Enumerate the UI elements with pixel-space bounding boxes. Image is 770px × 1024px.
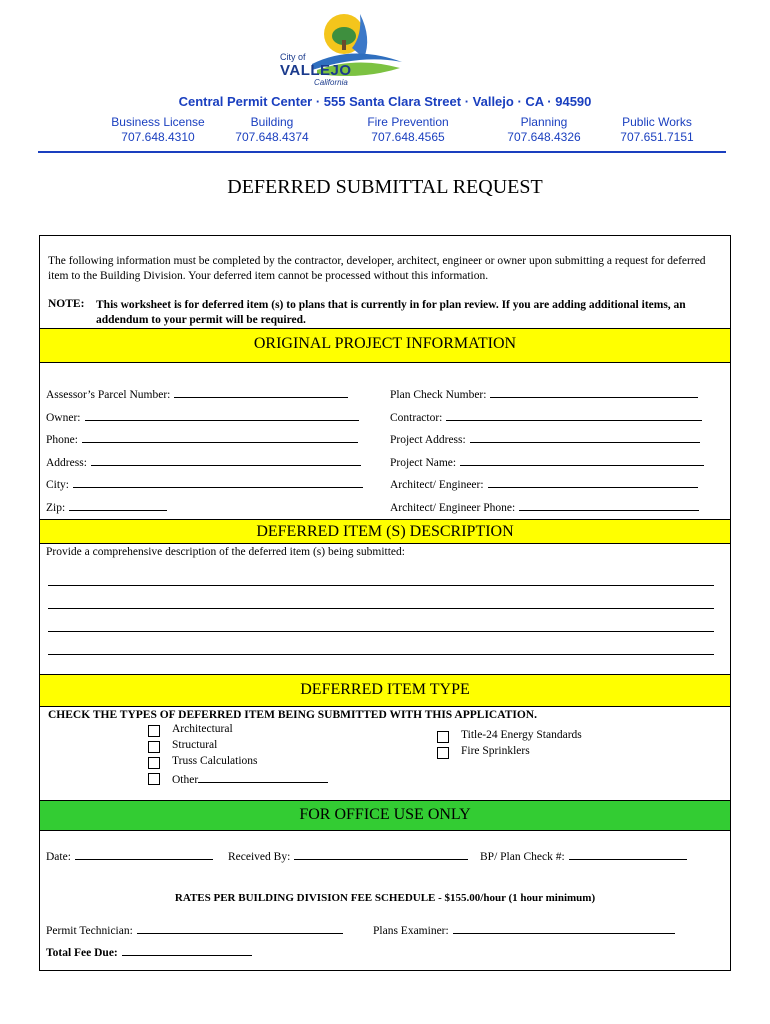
zip-field[interactable] bbox=[46, 499, 167, 514]
item-type-heading: CHECK THE TYPES OF DEFERRED ITEM BEING SUBMITTED WITH THIS APPLICATION. bbox=[48, 709, 537, 721]
field-label: Zip: bbox=[46, 502, 66, 514]
section-deferred-item-description: DEFERRED ITEM (S) DESCRIPTION bbox=[40, 519, 730, 544]
field-line[interactable] bbox=[91, 454, 361, 466]
other-field[interactable] bbox=[172, 771, 328, 786]
phone-field[interactable] bbox=[46, 431, 358, 446]
received-by-field[interactable] bbox=[228, 848, 468, 863]
intro-text: The following information must be completed by the contractor, developer, architect, engineer or owner upon submitting a request for deferred item to the Building Division. Your deferred item cannot be processed without this information. bbox=[48, 255, 706, 282]
department-name: Planning bbox=[520, 115, 568, 129]
bp-plan-check-field[interactable] bbox=[480, 848, 687, 863]
department-phone: 707.648.4565 bbox=[371, 130, 445, 144]
field-label: Project Address: bbox=[390, 434, 466, 446]
office-date-field[interactable] bbox=[46, 848, 213, 863]
section-deferred-item-type: DEFERRED ITEM TYPE bbox=[40, 674, 730, 707]
field-line[interactable] bbox=[82, 431, 358, 443]
truss-calculations-checkbox[interactable] bbox=[148, 757, 160, 769]
truss-calculations-label: Truss Calculations bbox=[172, 755, 258, 767]
field-label: Architect/ Engineer: bbox=[390, 479, 484, 491]
field-label: Received By: bbox=[228, 851, 291, 863]
description-line[interactable] bbox=[48, 654, 714, 655]
logo-name-text: VALLEJO bbox=[280, 62, 352, 79]
permit-center-address: Central Permit Center · 555 Santa Clara Street · Vallejo · CA · 94590 bbox=[178, 94, 592, 109]
department-fire-prevention bbox=[348, 115, 468, 145]
description-line[interactable] bbox=[48, 585, 714, 586]
field-line[interactable] bbox=[294, 848, 468, 860]
plans-examiner-field[interactable] bbox=[373, 922, 675, 937]
department-phone: 707.648.4374 bbox=[235, 130, 309, 144]
logo-city-text: City of bbox=[280, 52, 306, 62]
field-line[interactable] bbox=[446, 409, 702, 421]
department-phone: 707.648.4310 bbox=[121, 130, 195, 144]
assessor-parcel-field[interactable] bbox=[46, 386, 348, 401]
section-office-use-only: FOR OFFICE USE ONLY bbox=[40, 800, 730, 831]
department-name: Building bbox=[250, 115, 294, 129]
department-phone: 707.648.4326 bbox=[507, 130, 581, 144]
field-label: City: bbox=[46, 479, 70, 491]
note-label: NOTE: bbox=[48, 298, 85, 310]
description-line[interactable] bbox=[48, 608, 714, 609]
department-name: Fire Prevention bbox=[367, 115, 449, 129]
department-phone: 707.651.7151 bbox=[620, 130, 694, 144]
other-label: Other bbox=[172, 774, 199, 786]
field-label: Date: bbox=[46, 851, 71, 863]
title-24-checkbox[interactable] bbox=[437, 731, 449, 743]
field-line[interactable] bbox=[453, 922, 675, 934]
field-line[interactable] bbox=[69, 499, 167, 511]
other-line[interactable] bbox=[198, 771, 328, 783]
field-label: Assessor’s Parcel Number: bbox=[46, 389, 171, 401]
department-building bbox=[212, 115, 332, 145]
title-24-label: Title-24 Energy Standards bbox=[461, 729, 582, 741]
description-line[interactable] bbox=[48, 631, 714, 632]
plan-check-number-field[interactable] bbox=[390, 386, 698, 401]
field-line[interactable] bbox=[519, 499, 699, 511]
other-checkbox[interactable] bbox=[148, 773, 160, 785]
field-line[interactable] bbox=[569, 848, 687, 860]
field-line[interactable] bbox=[75, 848, 213, 860]
architect-engineer-field[interactable] bbox=[390, 476, 698, 491]
page-title: DEFERRED SUBMITTAL REQUEST bbox=[227, 176, 543, 198]
header-divider bbox=[38, 151, 726, 153]
field-label: Owner: bbox=[46, 412, 81, 424]
field-label: Phone: bbox=[46, 434, 78, 446]
fire-sprinklers-label: Fire Sprinklers bbox=[461, 745, 530, 757]
field-label: Architect/ Engineer Phone: bbox=[390, 502, 516, 514]
logo-state-text: California bbox=[314, 78, 348, 87]
field-line[interactable] bbox=[460, 454, 704, 466]
department-name: Business License bbox=[111, 115, 205, 129]
architect-engineer-phone-field[interactable] bbox=[390, 499, 699, 514]
note-text: This worksheet is for deferred item (s) to plans that is currently in for plan review. If you are adding additional items, an addendum to your permit will be required. bbox=[96, 299, 686, 326]
field-label: Plan Check Number: bbox=[390, 389, 487, 401]
description-prompt: Provide a comprehensive description of the deferred item (s) being submitted: bbox=[46, 546, 405, 558]
field-line[interactable] bbox=[174, 386, 348, 398]
field-line[interactable] bbox=[488, 476, 698, 488]
field-label: BP/ Plan Check #: bbox=[480, 851, 565, 863]
department-public-works bbox=[597, 115, 717, 145]
total-fee-field[interactable] bbox=[46, 944, 252, 959]
rates-note: RATES PER BUILDING DIVISION FEE SCHEDULE - $155.00/hour (1 hour minimum) bbox=[174, 892, 596, 904]
field-label: Address: bbox=[46, 457, 87, 469]
project-address-field[interactable] bbox=[390, 431, 700, 446]
fire-sprinklers-checkbox[interactable] bbox=[437, 747, 449, 759]
field-line[interactable] bbox=[73, 476, 363, 488]
field-label: Plans Examiner: bbox=[373, 925, 449, 937]
architectural-label: Architectural bbox=[172, 723, 233, 735]
department-name: Public Works bbox=[622, 115, 692, 129]
contractor-field[interactable] bbox=[390, 409, 702, 424]
field-label: Permit Technician: bbox=[46, 925, 133, 937]
section-original-project-information: ORIGINAL PROJECT INFORMATION bbox=[40, 328, 730, 363]
department-business-license bbox=[98, 115, 218, 145]
field-line[interactable] bbox=[490, 386, 698, 398]
structural-checkbox[interactable] bbox=[148, 741, 160, 753]
city-field[interactable] bbox=[46, 476, 363, 491]
permit-technician-field[interactable] bbox=[46, 922, 343, 937]
field-line[interactable] bbox=[122, 944, 252, 956]
deferred-submittal-form bbox=[39, 235, 731, 971]
city-logo bbox=[272, 8, 412, 88]
field-line[interactable] bbox=[85, 409, 359, 421]
architectural-checkbox[interactable] bbox=[148, 725, 160, 737]
project-name-field[interactable] bbox=[390, 454, 704, 469]
field-line[interactable] bbox=[137, 922, 343, 934]
owner-field[interactable] bbox=[46, 409, 359, 424]
address-field[interactable] bbox=[46, 454, 361, 469]
department-planning bbox=[484, 115, 604, 145]
field-label: Total Fee Due: bbox=[46, 947, 118, 959]
field-label: Project Name: bbox=[390, 457, 457, 469]
structural-label: Structural bbox=[172, 739, 218, 751]
field-line[interactable] bbox=[470, 431, 700, 443]
field-label: Contractor: bbox=[390, 412, 443, 424]
